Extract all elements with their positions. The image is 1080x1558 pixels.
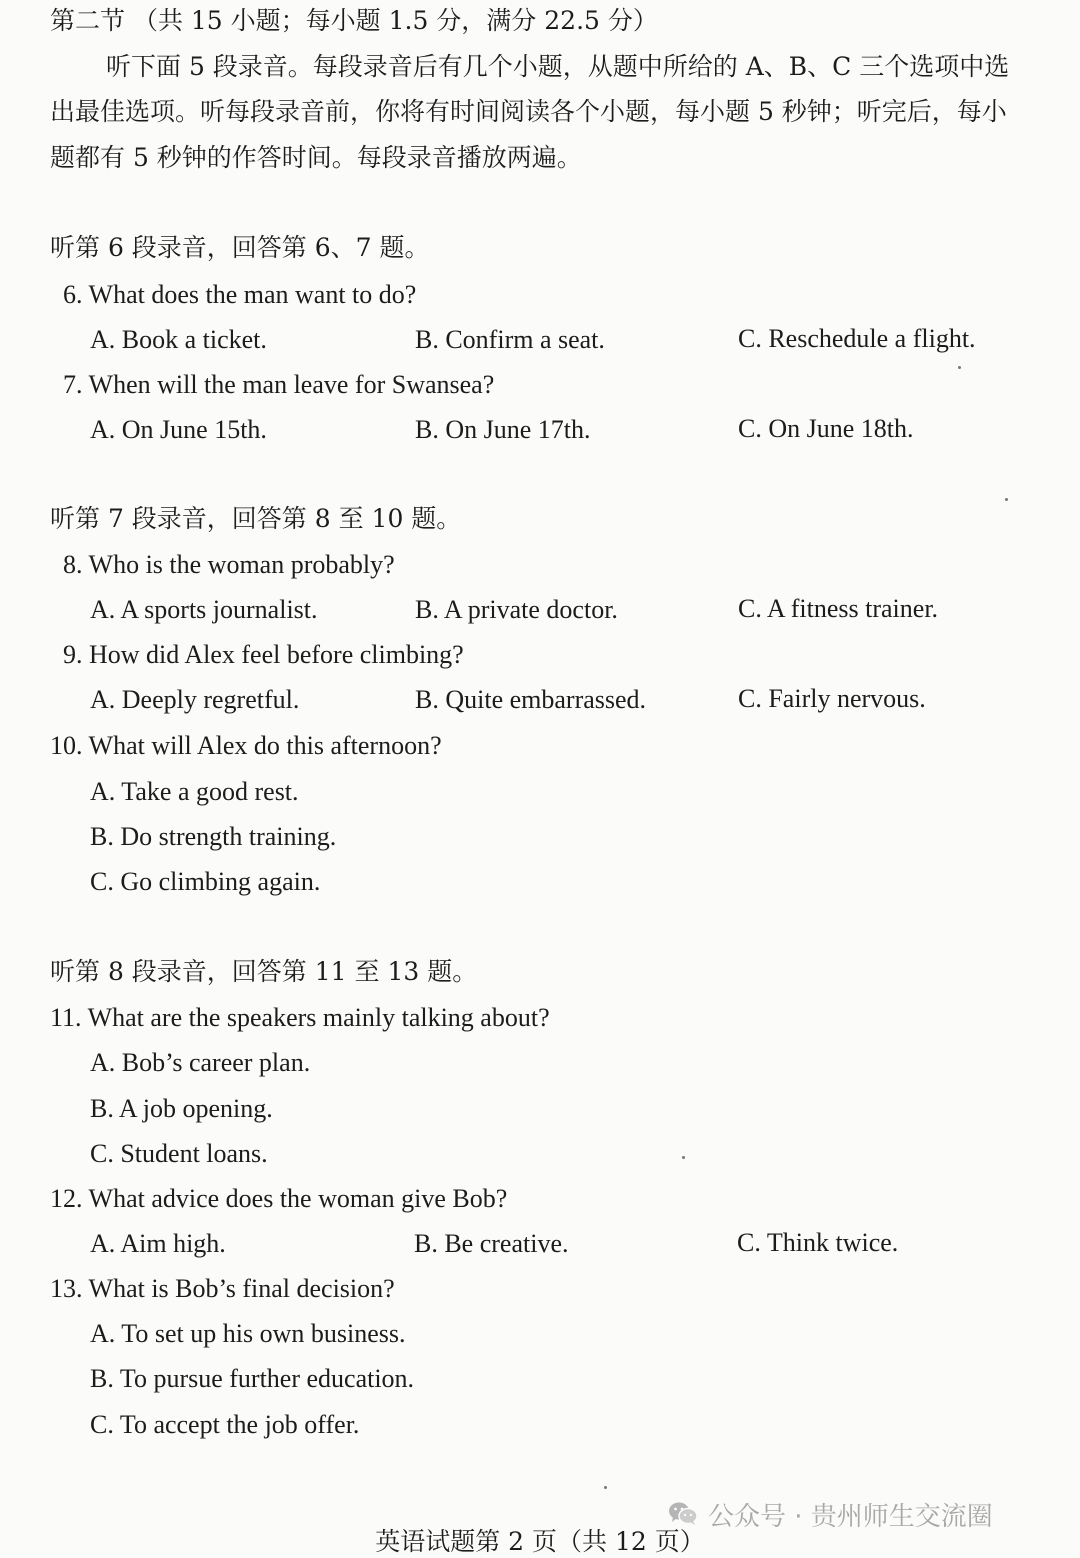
page-footer: 英语试题第 2 页（共 12 页）	[375, 1527, 705, 1556]
scan-speck	[1005, 498, 1008, 501]
wechat-icon	[668, 1501, 698, 1527]
scan-speck	[958, 366, 961, 369]
question-stem: 9. How did Alex feel before climbing?	[63, 640, 464, 669]
option-a: A. Deeply regretful.	[90, 685, 300, 714]
question-stem: 12. What advice does the woman give Bob?	[50, 1184, 508, 1213]
option-c: C. Think twice.	[737, 1228, 899, 1257]
section-heading: 第二节 （共 15 小题；每小题 1.5 分，满分 22.5 分）	[50, 6, 658, 35]
option-c: C. On June 18th.	[738, 414, 914, 443]
option-c: C. Student loans.	[90, 1139, 268, 1168]
option-a: A. Book a ticket.	[90, 325, 267, 354]
instruction-line-2: 出最佳选项。听每段录音前，你将有时间阅读各个小题，每小题 5 秒钟；听完后，每小	[50, 97, 1007, 126]
option-b: B. On June 17th.	[415, 415, 591, 444]
option-c: C. Go climbing again.	[90, 867, 321, 896]
group-label: 听第 8 段录音，回答第 11 至 13 题。	[50, 957, 478, 986]
scan-speck	[682, 1156, 685, 1159]
option-b: B. Quite embarrassed.	[415, 685, 647, 714]
instruction-line-3: 题都有 5 秒钟的作答时间。每段录音播放两遍。	[50, 143, 582, 172]
option-b: B. Be creative.	[414, 1229, 569, 1258]
option-a: A. Take a good rest.	[90, 777, 299, 806]
option-b: B. To pursue further education.	[90, 1364, 415, 1393]
question-stem: 7. When will the man leave for Swansea?	[63, 370, 495, 399]
option-c: C. To accept the job offer.	[90, 1410, 360, 1439]
group-label: 听第 7 段录音，回答第 8 至 10 题。	[50, 504, 462, 533]
question-stem: 11. What are the speakers mainly talking about?	[50, 1003, 550, 1032]
option-a: A. To set up his own business.	[90, 1319, 406, 1348]
scan-speck	[604, 1486, 607, 1489]
option-b: B. Do strength training.	[90, 822, 337, 851]
option-a: A. A sports journalist.	[90, 595, 318, 624]
option-a: A. On June 15th.	[90, 415, 267, 444]
question-stem: 8. Who is the woman probably?	[63, 550, 395, 579]
question-stem: 6. What does the man want to do?	[63, 280, 417, 309]
option-a: A. Bob’s career plan.	[90, 1048, 311, 1077]
option-b: B. Confirm a seat.	[415, 325, 605, 354]
watermark-text: 公众号 · 贵州师生交流圈	[708, 1501, 993, 1532]
option-b: B. A private doctor.	[415, 595, 618, 624]
option-b: B. A job opening.	[90, 1094, 273, 1123]
group-label: 听第 6 段录音，回答第 6、7 题。	[50, 233, 430, 262]
question-stem: 10. What will Alex do this afternoon?	[50, 731, 442, 760]
option-c: C. Fairly nervous.	[738, 684, 926, 713]
option-c: C. Reschedule a flight.	[738, 324, 976, 353]
question-stem: 13. What is Bob’s final decision?	[50, 1274, 395, 1303]
option-c: C. A fitness trainer.	[738, 594, 939, 623]
instruction-line-1: 听下面 5 段录音。每段录音后有几个小题，从题中所给的 A、B、C 三个选项中选	[106, 52, 1010, 81]
option-a: A. Aim high.	[90, 1229, 226, 1258]
